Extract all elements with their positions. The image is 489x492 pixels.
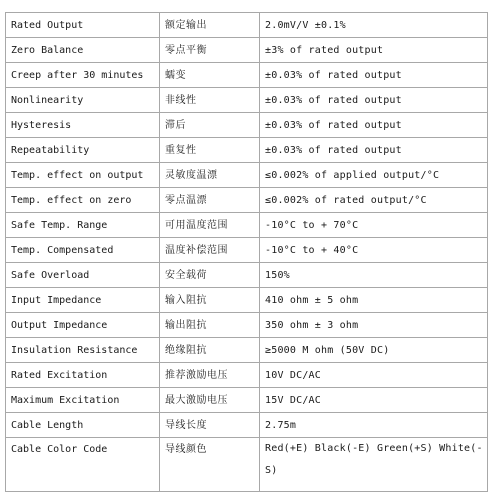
- table-row: [6, 13, 488, 38]
- parameter-name: Temp. effect on output: [6, 163, 160, 188]
- parameter-value: 15V DC/AC: [260, 388, 488, 413]
- parameter-value: 350 ohm ± 3 ohm: [260, 313, 488, 338]
- parameter-name: Rated Excitation: [6, 363, 160, 388]
- parameter-name-chinese: 输出阻抗: [160, 313, 260, 338]
- parameter-name: Maximum Excitation: [6, 388, 160, 413]
- parameter-name: Cable Color Code: [6, 438, 160, 492]
- specification-table: [5, 12, 488, 492]
- table-row: [6, 288, 488, 313]
- parameter-name: Input Impedance: [6, 288, 160, 313]
- parameter-name-chinese: 导线长度: [160, 413, 260, 438]
- parameter-name: Safe Temp. Range: [6, 213, 160, 238]
- parameter-name: Temp. Compensated: [6, 238, 160, 263]
- parameter-name: Temp. effect on zero: [6, 188, 160, 213]
- parameter-name-chinese: 额定输出: [160, 13, 260, 38]
- parameter-value: 2.0mV/V ±0.1%: [260, 13, 488, 38]
- parameter-value: ≥5000 M ohm (50V DC): [260, 338, 488, 363]
- table-row: [6, 363, 488, 388]
- parameter-value: ≤0.002% of rated output/°C: [260, 188, 488, 213]
- table-row: [6, 263, 488, 288]
- parameter-value: ±0.03% of rated output: [260, 63, 488, 88]
- parameter-name-chinese: 安全载荷: [160, 263, 260, 288]
- parameter-name: Creep after 30 minutes: [6, 63, 160, 88]
- parameter-name: Hysteresis: [6, 113, 160, 138]
- parameter-value: -10°C to + 40°C: [260, 238, 488, 263]
- parameter-name-chinese: 蠕变: [160, 63, 260, 88]
- table-row: [6, 63, 488, 88]
- parameter-name-chinese: 重复性: [160, 138, 260, 163]
- parameter-name: Output Impedance: [6, 313, 160, 338]
- parameter-name-chinese: 推荐激励电压: [160, 363, 260, 388]
- table-row: [6, 163, 488, 188]
- table-row: [6, 138, 488, 163]
- parameter-value: ±0.03% of rated output: [260, 88, 488, 113]
- parameter-name-chinese: 滞后: [160, 113, 260, 138]
- table-row: [6, 438, 488, 492]
- parameter-value: 410 ohm ± 5 ohm: [260, 288, 488, 313]
- parameter-name: Cable Length: [6, 413, 160, 438]
- table-row: [6, 338, 488, 363]
- table-row: [6, 213, 488, 238]
- parameter-value: ±0.03% of rated output: [260, 113, 488, 138]
- parameter-name: Rated Output: [6, 13, 160, 38]
- parameter-value: 2.75m: [260, 413, 488, 438]
- specification-table-body: [6, 13, 488, 492]
- table-row: [6, 188, 488, 213]
- parameter-name: Zero Balance: [6, 38, 160, 63]
- parameter-name-chinese: 非线性: [160, 88, 260, 113]
- parameter-value: ±3% of rated output: [260, 38, 488, 63]
- parameter-value: 150%: [260, 263, 488, 288]
- parameter-name-chinese: 零点平衡: [160, 38, 260, 63]
- parameter-name: Nonlinearity: [6, 88, 160, 113]
- parameter-name-chinese: 零点温漂: [160, 188, 260, 213]
- parameter-name-chinese: 导线颜色: [160, 438, 260, 492]
- parameter-name-chinese: 最大激励电压: [160, 388, 260, 413]
- table-row: [6, 38, 488, 63]
- parameter-name-chinese: 灵敏度温漂: [160, 163, 260, 188]
- parameter-name: Insulation Resistance: [6, 338, 160, 363]
- table-row: [6, 313, 488, 338]
- table-row: [6, 238, 488, 263]
- parameter-name-chinese: 绝缘阻抗: [160, 338, 260, 363]
- parameter-name-chinese: 可用温度范围: [160, 213, 260, 238]
- table-row: [6, 88, 488, 113]
- table-row: [6, 413, 488, 438]
- parameter-value: Red(+E) Black(-E) Green(+S) White(-S): [260, 438, 488, 492]
- parameter-name: Repeatability: [6, 138, 160, 163]
- parameter-name-chinese: 温度补偿范围: [160, 238, 260, 263]
- parameter-value: 10V DC/AC: [260, 363, 488, 388]
- parameter-value: -10°C to + 70°C: [260, 213, 488, 238]
- table-row: [6, 113, 488, 138]
- parameter-value: ±0.03% of rated output: [260, 138, 488, 163]
- parameter-name: Safe Overload: [6, 263, 160, 288]
- table-row: [6, 388, 488, 413]
- parameter-name-chinese: 输入阻抗: [160, 288, 260, 313]
- parameter-value: ≤0.002% of applied output/°C: [260, 163, 488, 188]
